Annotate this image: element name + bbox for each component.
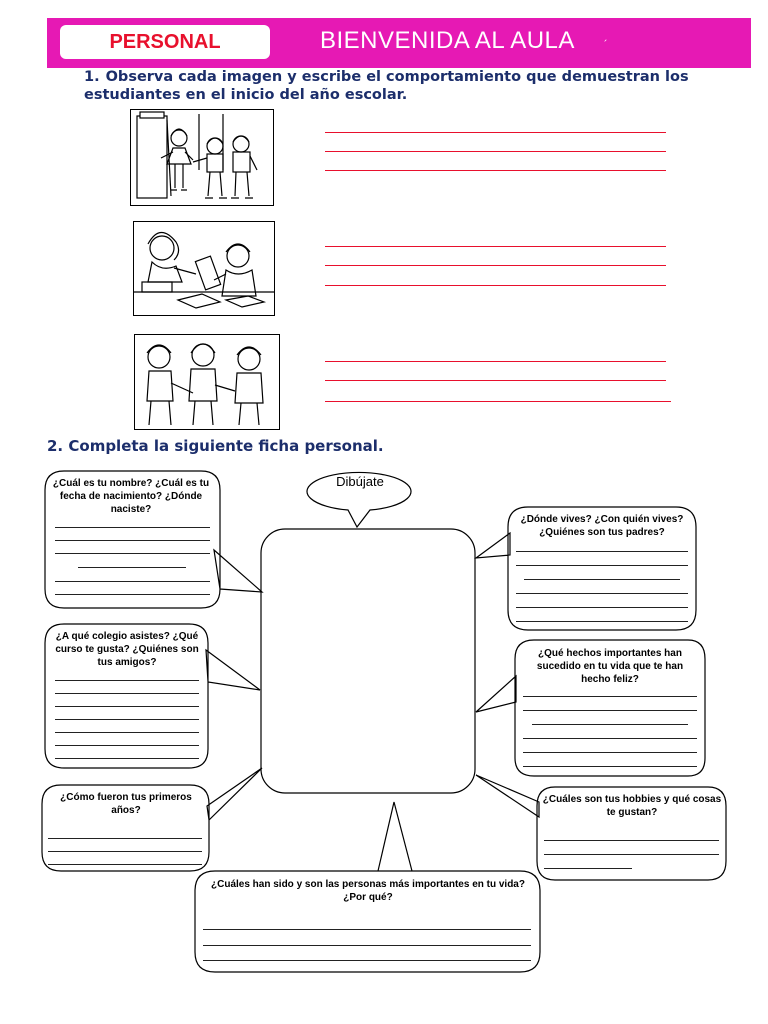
- answer-line[interactable]: [203, 945, 531, 946]
- personal-tag: PERSONAL: [60, 25, 270, 59]
- question-nombre: ¿Cuál es tu nombre? ¿Cuál es tu fecha de nacimiento? ¿Dónde naciste?: [52, 478, 210, 515]
- section-2-text: Completa la siguiente ficha personal.: [68, 437, 384, 455]
- answer-line[interactable]: [55, 540, 210, 541]
- bubble-primeros: [42, 768, 262, 871]
- answer-line[interactable]: [524, 579, 680, 580]
- answer-line[interactable]: [48, 838, 202, 839]
- section-1-number: 1.: [84, 69, 100, 85]
- answer-line[interactable]: [523, 696, 697, 697]
- answer-line[interactable]: [55, 719, 199, 720]
- answer-line[interactable]: [55, 693, 199, 694]
- answer-line[interactable]: [544, 854, 719, 855]
- answer-line[interactable]: [516, 593, 688, 594]
- answer-line[interactable]: [48, 851, 202, 852]
- answer-line[interactable]: [523, 766, 697, 767]
- answer-line[interactable]: [532, 724, 688, 725]
- answer-line[interactable]: [55, 680, 199, 681]
- answer-line[interactable]: [78, 567, 186, 568]
- drawing-frame: [261, 529, 475, 793]
- answer-line[interactable]: [523, 738, 697, 739]
- answer-line[interactable]: [55, 758, 199, 759]
- answer-line[interactable]: [55, 527, 210, 528]
- page-title: BIENVENIDA AL AULA: [320, 27, 575, 54]
- answer-line[interactable]: [516, 621, 688, 622]
- answer-line[interactable]: [55, 745, 199, 746]
- answer-line[interactable]: [48, 864, 202, 865]
- question-personas: ¿Cuáles han sido y son las personas más importantes en tu vida? ¿Por qué?: [211, 879, 525, 903]
- question-hechos: ¿Qué hechos importantes han sucedido en tu vida que te han hecho feliz?: [536, 648, 684, 685]
- section-1-text: Observa cada imagen y escribe el comportamiento que demuestran los estudiantes en el inicio del año escolar.: [84, 69, 689, 103]
- question-vives: ¿Dónde vives? ¿Con quién vives? ¿Quiénes son tus padres?: [520, 514, 684, 538]
- answer-line[interactable]: [516, 551, 688, 552]
- answer-line[interactable]: [516, 565, 688, 566]
- question-hobbies: ¿Cuáles son tus hobbies y qué cosas te gustan?: [542, 794, 722, 818]
- question-colegio: ¿A qué colegio asistes? ¿Qué curso te gusta? ¿Quiénes son tus amigos?: [55, 631, 199, 668]
- answer-line[interactable]: [55, 732, 199, 733]
- answer-line[interactable]: [55, 553, 210, 554]
- answer-line[interactable]: [544, 840, 719, 841]
- answer-line[interactable]: [203, 929, 531, 930]
- dibujate-label: Dibújate: [336, 474, 384, 489]
- answer-line[interactable]: [523, 710, 697, 711]
- section-2-number: 2.: [47, 437, 64, 455]
- answer-line[interactable]: [544, 868, 632, 869]
- header-accent-mark: ´: [604, 39, 608, 51]
- answer-line[interactable]: [55, 594, 210, 595]
- answer-line[interactable]: [55, 706, 199, 707]
- answer-line[interactable]: [523, 752, 697, 753]
- answer-line[interactable]: [203, 960, 531, 961]
- answer-line[interactable]: [55, 581, 210, 582]
- bubble-hobbies: [476, 775, 726, 880]
- question-primeros: ¿Cómo fueron tus primeros años?: [60, 792, 192, 816]
- answer-line[interactable]: [516, 607, 688, 608]
